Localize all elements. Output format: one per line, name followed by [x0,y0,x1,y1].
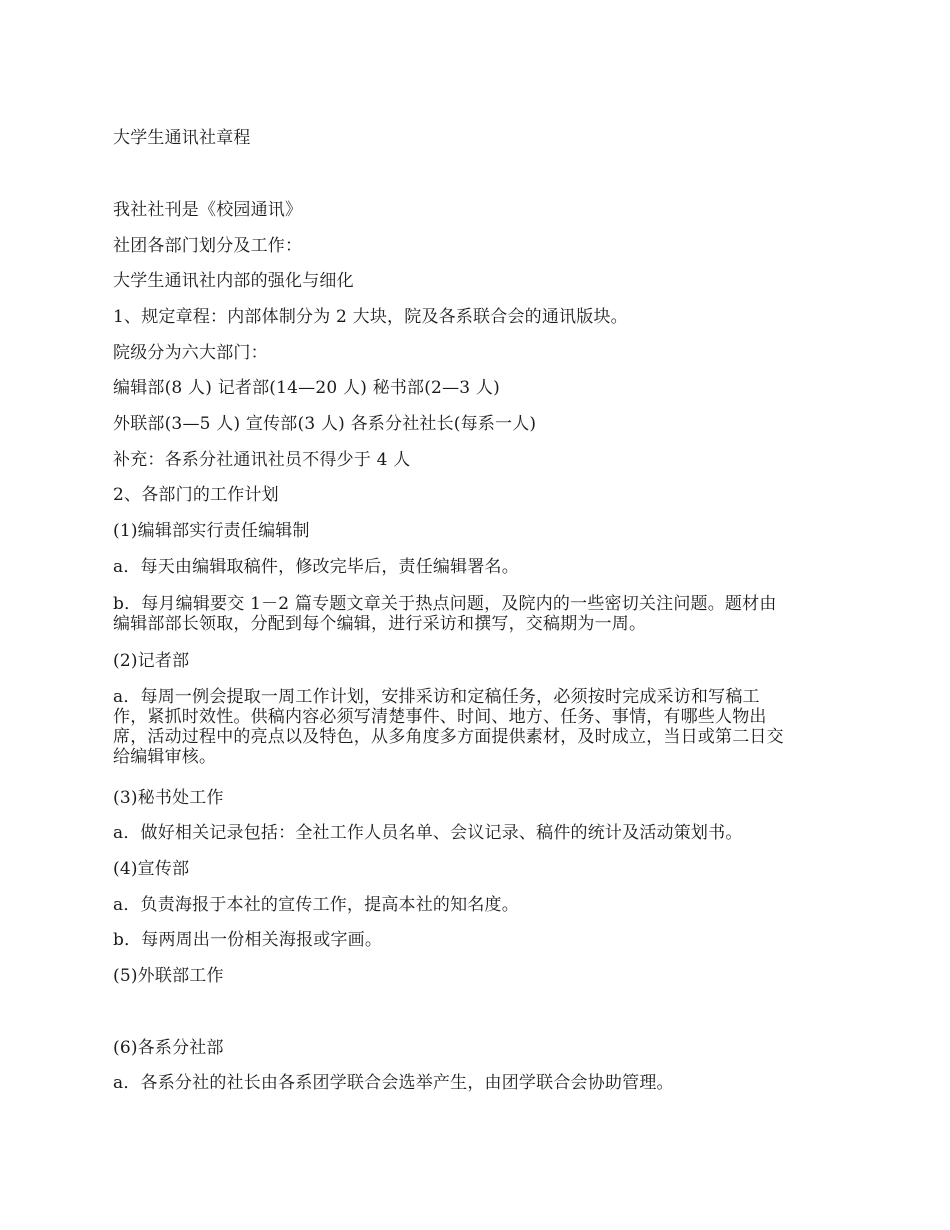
text-line: 院级分为六大部门： [113,343,268,363]
text-line: a．负责海报于本社的宣传工作，提高本社的知名度。 [113,895,519,915]
document-title: 大学生通讯社章程 [113,128,251,148]
paragraph-reporter-a [113,687,843,767]
text-line: 大学生通讯社内部的强化与细化 [113,271,354,291]
text-line: 编辑部(8 人) 记者部(14—20 人) 秘书部(2—3 人) [113,378,500,398]
paragraph-line: 给编辑审核。 [113,747,217,767]
paragraph-line: 作，紧抓时效性。供稿内容必须写清楚事件、时间、地方、任务、事情，有哪些人物出 [113,707,767,727]
subsection-heading: (5)外联部工作 [113,966,224,986]
text-line: 1、规定章程：内部体制分为 2 大块，院及各系联合会的通讯版块。 [113,307,628,327]
text-line: 社团各部门划分及工作： [113,236,303,256]
paragraph-line: 席，活动过程中的亮点以及特色，从多角度多方面提供素材，及时成立，当日或第二日交 [113,727,784,747]
subsection-heading: (4)宣传部 [113,859,190,879]
text-line: a．各系分社的社长由各系团学联合会选举产生，由团学联合会协助管理。 [113,1073,674,1093]
paragraph-editor-b [113,594,843,634]
text-line: b．每两周出一份相关海报或字画。 [113,930,383,950]
text-line: a．每天由编辑取稿件，修改完毕后，责任编辑署名。 [113,557,519,577]
text-line: 我社社刊是《校园通讯》 [113,200,303,220]
paragraph-line: a．每周一例会提取一周工作计划，安排采访和定稿任务，必须按时完成采访和写稿工 [113,687,760,707]
subsection-heading: (6)各系分社部 [113,1038,224,1058]
section-heading: 2、各部门的工作计划 [113,485,279,505]
subsection-heading: (3)秘书处工作 [113,788,224,808]
subsection-heading: (2)记者部 [113,651,190,671]
paragraph-line: b．每月编辑要交 1－2 篇专题文章关于热点问题，及院内的一些密切关注问题。题材由 [113,594,777,614]
paragraph-line: 编辑部部长领取，分配到每个编辑，进行采访和撰写，交稿期为一周。 [113,614,647,634]
text-line: 补充：各系分社通讯社员不得少于 4 人 [113,450,411,470]
subsection-heading: (1)编辑部实行责任编辑制 [113,521,310,541]
text-line: a．做好相关记录包括：全社工作人员名单、会议记录、稿件的统计及活动策划书。 [113,823,743,843]
text-line: 外联部(3—5 人) 宣传部(3 人) 各系分社社长(每系一人) [113,414,537,434]
